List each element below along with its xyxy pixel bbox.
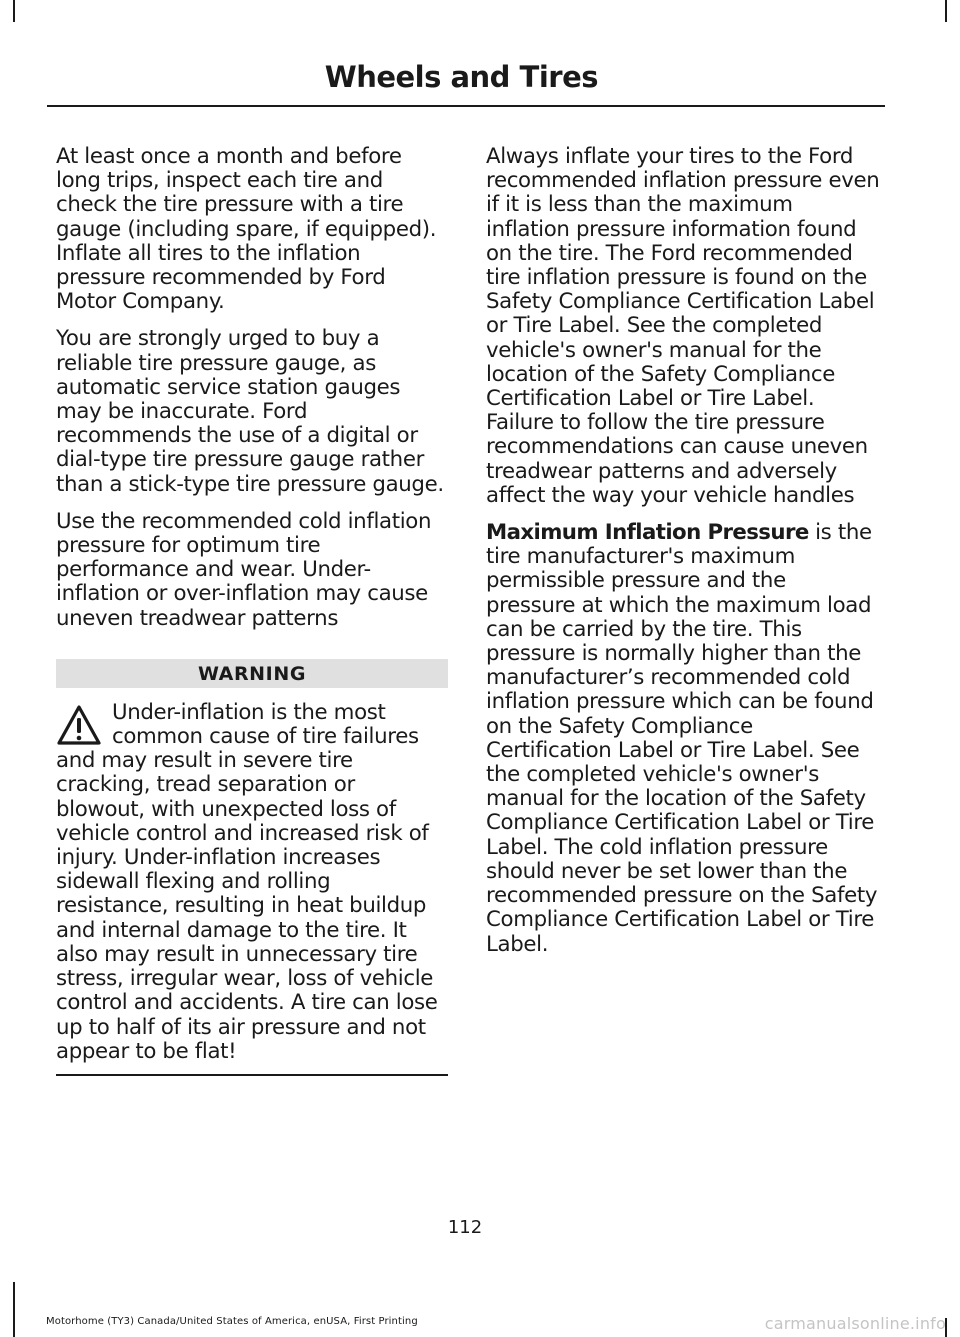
warning-heading: WARNING [56,659,448,688]
warning-triangle-icon [56,704,102,746]
header-divider [47,105,885,107]
crop-mark-top-left [13,0,15,22]
footer-publication-info: Motorhome (TY3) Canada/United States of America, enUSA, First Printing [46,1316,418,1327]
paragraph-inspect-monthly: At least once a month and before long trips, inspect each tire and check the tire pressure with a tire gauge (including spare, if equipped). Inflate all tires to the inflation pressure recommended by Ford Motor Company. [56,144,437,315]
paragraph-maximum-inflation [486,521,880,957]
crop-mark-bottom-left [13,1282,15,1337]
left-column [56,145,448,1076]
definition-text: is the tire manufacturer's maximum permissible pressure and the pressure at which the maximum load can be carried by the tire. This pressure is normally higher than the manufacturer’s recommended cold inflation pressure which can be found on the Safety Compliance Certification Label or Tire Label. See the completed vehicle's owner's manual for the location of the Safety Compliance Certification Label or Tire Label. The cold inflation pressure should never be set lower than the recommended pressure on the Safety Compliance Certification Label or Tire Label. [486,520,878,957]
warning-box [56,659,448,1076]
page-title: Wheels and Tires [324,60,598,94]
crop-mark-top-right [945,0,947,22]
warning-bottom-rule [56,1074,448,1076]
right-column [486,145,880,970]
page-number: 112 [447,1217,483,1238]
warning-body [56,701,448,1064]
paragraph-pressure-gauge: You are strongly urged to buy a reliable tire pressure gauge, as automatic service station gauges may be inaccurate. Ford recommends the use of a digital or dial-type tire pressure gauge rather than a stick-type tire pressure gauge. [56,326,444,497]
paragraph-cold-inflation: Use the recommended cold inflation pressure for optimum tire performance and wear. Under-inflation or over-inflation may cause uneven treadwear patterns [56,508,432,631]
warning-text: Under-inflation is the most common cause of tire failures and may result in severe tire cracking, tread separation or blowout, with unexpected loss of vehicle control and increased risk of injury. Under-inflation increases sidewall flexing and rolling resistance, resulting in heat buildup and internal damage to the tire. It also may result in unnecessary tire stress, irregular wear, loss of vehicle control and accidents. A tire can lose up to half of its air pressure and not appear to be flat! [56,699,438,1064]
paragraph-always-inflate: Always inflate your tires to the Ford recommended inflation pressure even if it is less than the maximum inflation pressure information found on the tire. The Ford recommended tire inflation pressure is found on the Safety Compliance Certification Label or Tire Label. See the completed vehicle's owner's manual for the location of the Safety Compliance Certification Label or Tire Label. Failure to follow the tire pressure recommendations can cause uneven treadwear patterns and adversely affect the way your vehicle handles [486,144,880,508]
definition-term: Maximum Inflation Pressure [486,520,809,546]
watermark: carmanualsonline.info [764,1314,946,1333]
